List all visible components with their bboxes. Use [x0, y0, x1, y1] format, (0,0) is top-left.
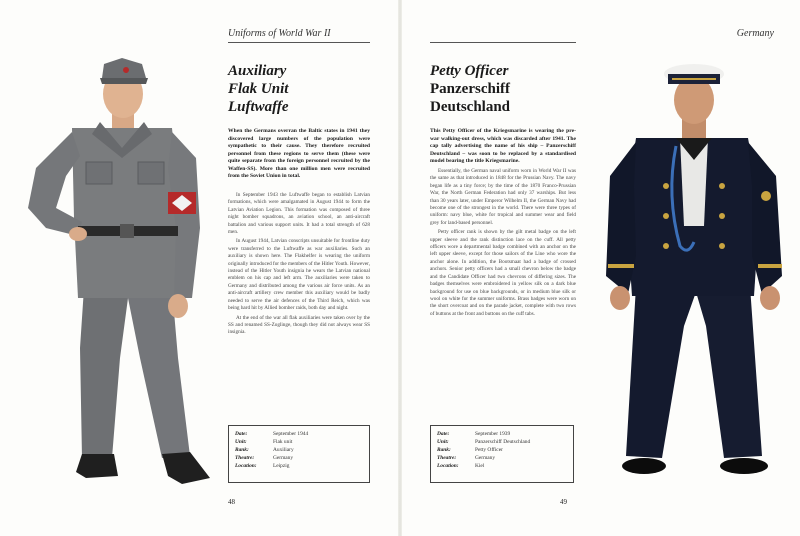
info-value: Germany — [273, 455, 294, 461]
title-line: Auxiliary — [228, 63, 287, 79]
info-label: Rank: — [437, 447, 451, 453]
info-label: Date: — [437, 431, 450, 437]
intro-paragraph-left: When the Germans overran the Baltic states in 1941 they discovered large numbers of the population were sympathetic to their cause. They therefore recruited personnel from these regions to serve them (these were quite separate from the foreign personnel recruited by the Waffen-SS). More than one million men were recruited from the Soviet Union in total. — [228, 128, 370, 179]
info-row — [235, 430, 363, 438]
running-head-right: Germany — [736, 28, 774, 39]
info-label: Theatre: — [235, 455, 255, 461]
info-value: Petty Officer — [475, 447, 503, 453]
title-line: Deutschland — [430, 99, 511, 115]
info-value: Auxiliary — [273, 447, 294, 453]
title-line: Flak Unit — [228, 81, 289, 97]
body-text-left — [228, 192, 370, 339]
info-row — [437, 438, 567, 446]
body-text-right — [430, 168, 576, 320]
body-paragraph: In August 1944, Latvian conscripts unsuitable for frontline duty were transferred to the Luftwaffe as war auxiliaries. Such an auxiliary is shown here. The Flakhelfer is wearing the uniform originally introduced for the members of the Hitler Youth. However, instead of the Hitler Youth insignia he wears the Latvian national emblem on his cap and left arm. The auxiliaries were taken to Germany and distributed among the various air force units. As an anti-aircraft artillery crew member this auxiliary would be badly needed to serve the air defences of the Third Reich, which was being hard hit by Allied bomber raids, both day and night. — [228, 238, 370, 312]
info-label: Date: — [235, 431, 248, 437]
info-row — [235, 446, 363, 454]
page-number-right: 49 — [560, 498, 567, 506]
info-label: Unit: — [235, 439, 247, 445]
info-label: Location: — [235, 463, 257, 469]
info-value: September 1939 — [475, 431, 511, 437]
page-number-left: 48 — [228, 498, 235, 506]
right-page — [400, 0, 800, 536]
info-row — [437, 430, 567, 438]
info-value: Panzerschiff Deutschland — [475, 439, 531, 445]
info-value: Leipzig — [273, 463, 290, 469]
body-paragraph: Petty officer rank is shown by the gilt metal badge on the left upper sleeve and the rank distinction lace on the cuff. All petty officers wore a departmental badge combined with an anchor on the left upper sleeve, except for those sailors of the Line who wore the anchor alone. In addition, the Bootsmaat had a badge of crossed anchors. Senior petty officers had a small chevron below the badge and the Candidate Officer had two chevrons of differing sizes. The badges themselves were embroidered in yellow silk on a dark blue background for use on blue backgrounds, or in medium blue silk or wool on white for the summer uniforms. Brass badges were worn on the short overcoat and on the parade jacket, complete with two rows of buttons at the front and buttons on the cuff tabs. — [430, 229, 576, 317]
title-line: Luftwaffe — [228, 99, 289, 115]
info-box-right — [430, 425, 574, 483]
running-head-left: Uniforms of World War II — [228, 28, 331, 39]
info-box-left — [228, 425, 370, 483]
page-title-left — [228, 62, 289, 116]
info-row — [235, 454, 363, 462]
luftwaffe-auxiliary-illustration — [22, 58, 222, 498]
info-label: Theatre: — [437, 455, 457, 461]
page-title-right — [430, 62, 510, 116]
info-row — [437, 446, 567, 454]
info-value: Flak unit — [273, 439, 293, 445]
header-rule-left — [228, 42, 370, 43]
info-row — [235, 438, 363, 446]
info-label: Unit: — [437, 439, 449, 445]
info-value: September 1944 — [273, 431, 309, 437]
header-rule-right — [430, 42, 576, 43]
intro-paragraph-right: This Petty Officer of the Kriegsmarine is wearing the pre-war walking-out dress, which was discarded after 1941. The cap tally advertising the name of his ship – Panzerschiff Deutschland – was soon to be replaced by a standardised model bearing the title Kriegsmarine. — [430, 128, 576, 164]
info-row — [235, 462, 363, 470]
title-line: Petty Officer — [430, 63, 509, 79]
body-paragraph: At the end of the war all flak auxiliaries were taken over by the SS and renamed SS-Zoglinge, though they did not always wear SS insignia. — [228, 314, 370, 336]
info-label: Location: — [437, 463, 459, 469]
title-line: Panzerschiff — [430, 81, 510, 97]
info-value: Germany — [475, 455, 496, 461]
info-row — [437, 462, 567, 470]
petty-officer-illustration — [596, 56, 792, 492]
info-value: Kiel — [475, 463, 485, 469]
info-label: Rank: — [235, 447, 249, 453]
body-paragraph: Essentially, the German naval uniform worn in World War II was the same as that introduced in 1848 for the Prussian Navy. The navy began life as a tiny force; by the time of the 1870 Franco-Prussian War, the North German Federation had only 37 warships. But less than 30 years later, under Emperor Wilhelm II, the German Navy had become one of the strongest in the world. There were three types of uniform: navy blue, white for tropical and summer wear and field grey for land-based personnel. — [430, 168, 576, 226]
info-row — [437, 454, 567, 462]
body-paragraph: In September 1943 the Luftwaffe began to establish Latvian formations, which were amalgamated in August 1944 to form the Latvian Aviation Legion. This formation was composed of three night bomber squadrons, an aviation school, an anti-aircraft battalion and various support units. It had a total strength of 628 men. — [228, 192, 370, 236]
